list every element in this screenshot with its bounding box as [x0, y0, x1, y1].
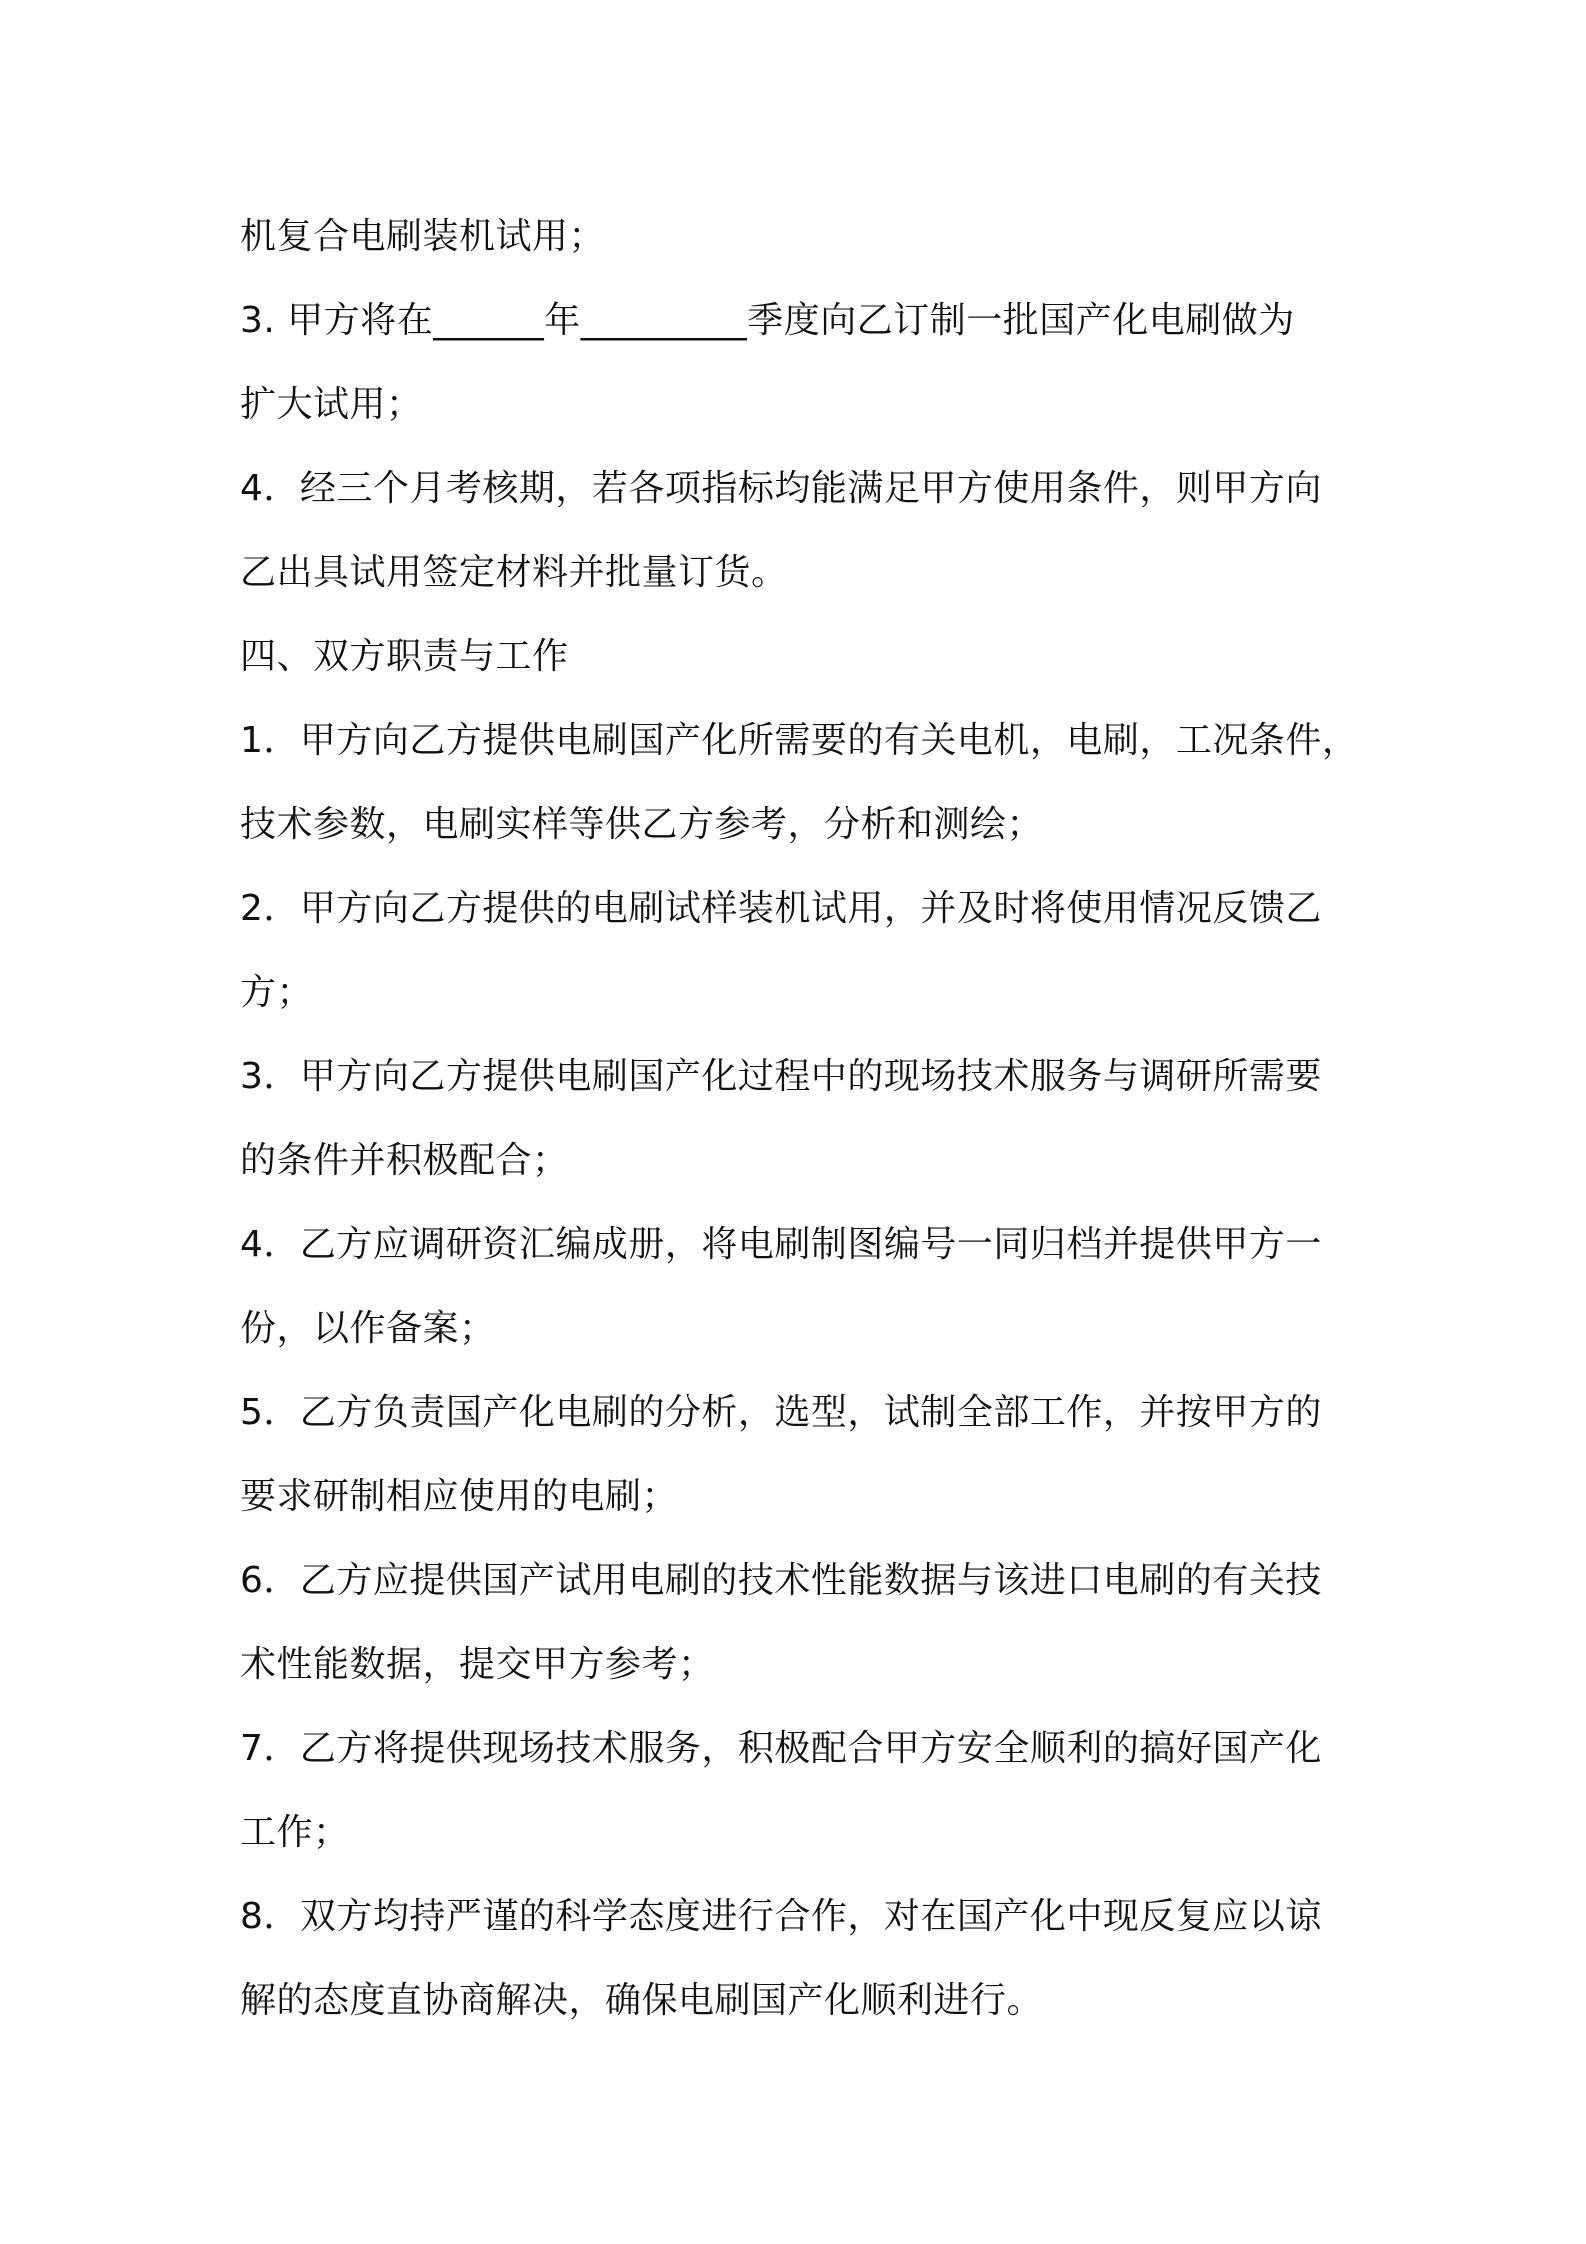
text-line: 要求研制相应使用的电刷； — [240, 1476, 679, 1517]
text-line: 3. 甲方将在______年_________季度向乙订制一批国产化电刷做为 — [240, 300, 1295, 341]
section-heading: 四、双方职责与工作 — [240, 636, 569, 677]
text-line: 8．双方均持严谨的科学态度进行合作，对在国产化中现反复应以谅 — [240, 1896, 1322, 1937]
text-line: 份，以作备案； — [240, 1308, 496, 1349]
document-body — [240, 195, 1370, 2043]
text-line: 乙出具试用签定材料并批量订货。 — [240, 552, 788, 593]
text-line: 方； — [240, 972, 314, 1013]
text-line: 4．乙方应调研资汇编成册，将电刷制图编号一同归档并提供甲方一 — [240, 1224, 1322, 1265]
text-line: 术性能数据，提交甲方参考； — [240, 1644, 715, 1685]
text-line: 机复合电刷装机试用； — [240, 216, 606, 257]
text-line: 技术参数，电刷实样等供乙方参考，分析和测绘； — [240, 804, 1044, 845]
text-line: 3．甲方向乙方提供电刷国产化过程中的现场技术服务与调研所需要 — [240, 1056, 1322, 1097]
text-line: 2．甲方向乙方提供的电刷试样装机试用，并及时将使用情况反馈乙 — [240, 888, 1322, 929]
text-line: 扩大试用； — [240, 384, 423, 425]
text-line: 5．乙方负责国产化电刷的分析，选型，试制全部工作，并按甲方的 — [240, 1392, 1322, 1433]
text-line: 1．甲方向乙方提供电刷国产化所需要的有关电机，电刷，工况条件， — [240, 720, 1359, 761]
text-line: 6．乙方应提供国产试用电刷的技术性能数据与该进口电刷的有关技 — [240, 1560, 1322, 1601]
text-line: 解的态度直协商解决，确保电刷国产化顺利进行。 — [240, 1980, 1044, 2021]
text-line: 7．乙方将提供现场技术服务，积极配合甲方安全顺利的搞好国产化 — [240, 1728, 1322, 1769]
text-line: 4．经三个月考核期，若各项指标均能满足甲方使用条件，则甲方向 — [240, 468, 1322, 509]
text-line: 的条件并积极配合； — [240, 1140, 569, 1181]
text-line: 工作； — [240, 1812, 350, 1853]
